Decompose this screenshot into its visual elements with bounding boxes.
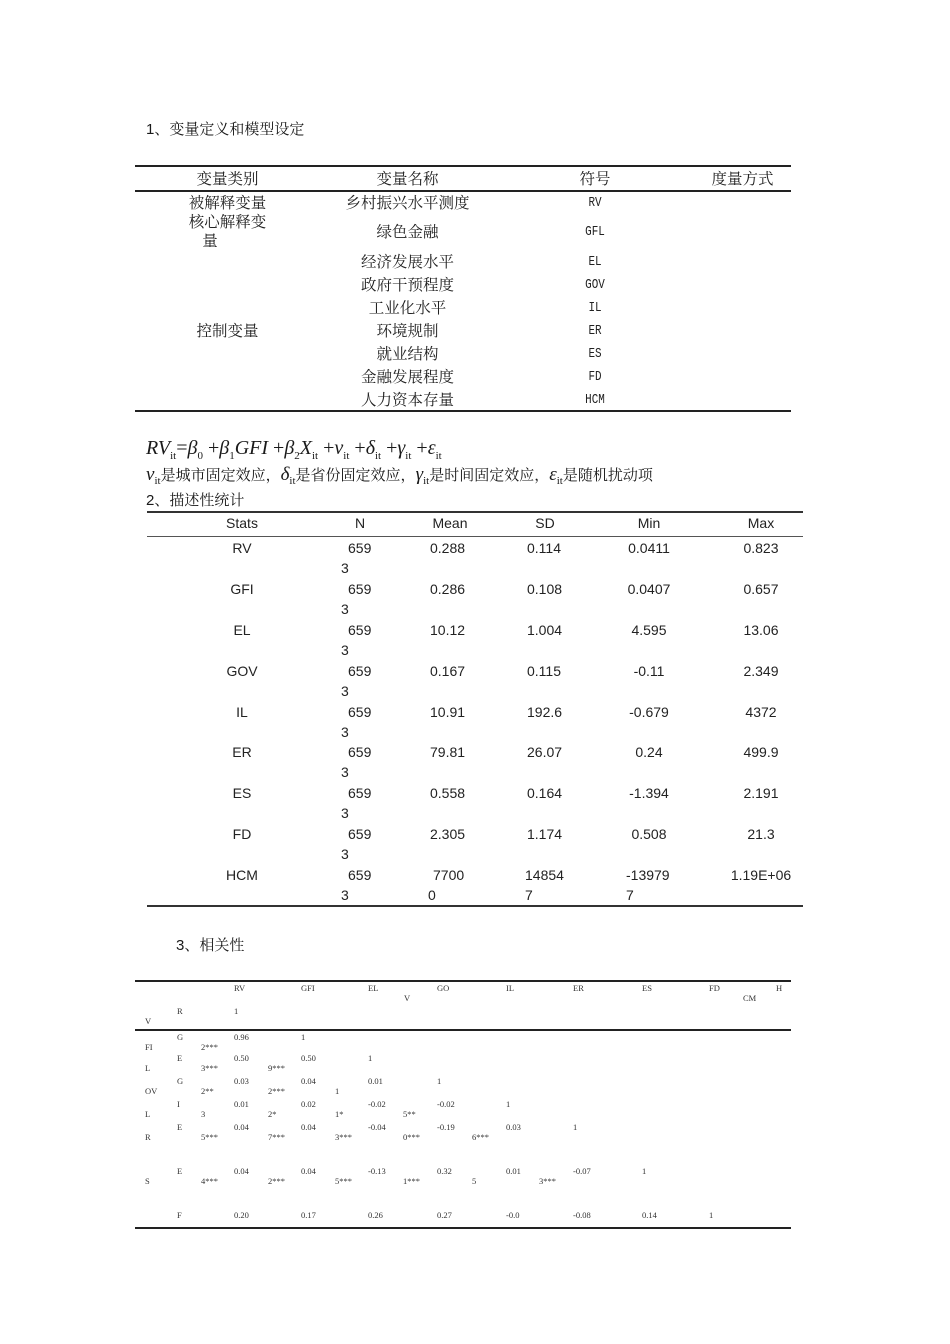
row-var: IL [236, 704, 248, 720]
var-symbol: FD [588, 369, 602, 385]
row-n-wrap: 3 [341, 560, 349, 576]
var-name: 环境规制 [376, 322, 439, 340]
row-label: F [177, 1210, 182, 1220]
plus: + [323, 437, 335, 459]
subscript: it [154, 475, 161, 487]
var-symbol: IL [588, 300, 602, 316]
section-2-heading: 2、描述性统计 [146, 492, 245, 509]
plus: + [207, 437, 220, 459]
section-1-heading: 1、变量定义和模型设定 [146, 121, 305, 138]
cell: 0.02 [301, 1099, 316, 1109]
plus: + [386, 437, 398, 459]
var-name: 金融发展程度 [360, 368, 454, 386]
row-var: ER [232, 744, 252, 760]
cell-wrap: 3*** [201, 1063, 218, 1073]
gamma-term: γ [397, 437, 406, 459]
header-category: 变量类别 [196, 170, 259, 188]
cell: 0.27 [437, 1210, 452, 1220]
row-mean: 2.305 [430, 826, 466, 842]
row-label: I [177, 1099, 180, 1109]
row-min: -0.11 [633, 663, 665, 679]
row-n-wrap: 3 [341, 846, 349, 862]
beta: β [284, 437, 295, 459]
cell: -0.0 [506, 1210, 520, 1220]
col-header-rv: RV [234, 983, 246, 993]
nu-symbol: ν [146, 464, 155, 485]
row-label-wrap: L [145, 1109, 151, 1119]
epsilon-symbol: ε [549, 464, 557, 485]
var-symbol: EL [588, 254, 602, 270]
cell-wrap: 5** [403, 1109, 416, 1119]
cell-wrap: 3*** [539, 1176, 556, 1186]
header-min: Min [637, 515, 661, 531]
cell: -0.07 [573, 1166, 591, 1176]
row-min: -13979 [626, 867, 670, 883]
table-bottom-rule [147, 905, 803, 907]
cell: -0.19 [437, 1122, 455, 1132]
header-measurement: 度量方式 [711, 170, 774, 188]
row-max: 0.657 [743, 581, 779, 597]
cell: 0.96 [234, 1032, 249, 1042]
row-label: R [177, 1006, 183, 1016]
section-3-heading: 3、相关性 [176, 937, 245, 954]
header-sd: SD [535, 515, 555, 531]
col-header-hcm: H [776, 983, 783, 993]
plus: + [273, 437, 285, 459]
gamma-note: 是时间固定效应， [429, 466, 550, 484]
header-stats: Stats [226, 515, 258, 531]
row-var: GOV [226, 663, 258, 679]
row-n-wrap: 3 [341, 805, 349, 821]
row-n-wrap: 3 [341, 887, 349, 903]
row-label-wrap: V [145, 1016, 152, 1026]
cell: 0.04 [301, 1076, 316, 1086]
cell: 0.04 [301, 1122, 316, 1132]
cell: 1 [234, 1006, 239, 1016]
cell: 1 [506, 1099, 511, 1109]
cell: 0.03 [506, 1122, 521, 1132]
row-n: 659 [348, 826, 372, 842]
cell-wrap: 2* [268, 1109, 277, 1119]
cell-wrap: 2** [201, 1086, 214, 1096]
header-n: N [354, 515, 366, 531]
var-name: 政府干预程度 [360, 276, 454, 294]
cell: 0.50 [234, 1053, 249, 1063]
row-n: 659 [348, 663, 372, 679]
row-min: -0.679 [629, 704, 669, 720]
subscript: it [343, 450, 350, 462]
delta-term: δ [365, 437, 375, 459]
table-bottom-rule [135, 1227, 791, 1229]
row-label: G [177, 1032, 184, 1042]
cell-wrap: 5*** [201, 1132, 218, 1142]
cell: 0.17 [301, 1210, 316, 1220]
cell: 1 [368, 1053, 373, 1063]
cell-wrap: 5*** [335, 1176, 352, 1186]
var-symbol: HCM [585, 392, 605, 408]
row-mean: 0.288 [430, 540, 466, 556]
row-label-wrap: OV [145, 1086, 158, 1096]
row-n-wrap: 3 [341, 601, 349, 617]
row-max: 499.9 [743, 744, 779, 760]
row-n: 659 [348, 622, 372, 638]
nu-term: ν [334, 437, 344, 459]
cell-wrap: 3 [201, 1109, 206, 1119]
cell: 0.04 [234, 1122, 249, 1132]
header-rule [135, 190, 791, 192]
row-n: 659 [348, 744, 372, 760]
subscript: 0 [197, 450, 203, 462]
regression-formula [146, 437, 442, 462]
col-header-er: ER [573, 983, 584, 993]
equals-sign: = [176, 437, 188, 459]
row-sd: 0.114 [527, 540, 561, 556]
formula-explanation [146, 464, 653, 487]
cell: -0.02 [368, 1099, 386, 1109]
table-top-rule [135, 165, 791, 167]
row-n: 659 [348, 785, 372, 801]
cell: -0.02 [437, 1099, 455, 1109]
row-sd-wrap: 7 [525, 887, 533, 903]
row-mean-wrap: 0 [428, 887, 436, 903]
row-sd: 192.6 [527, 704, 563, 720]
col-header-fd: FD [709, 983, 720, 993]
row-mean: 7700 [433, 867, 465, 883]
plus: + [416, 437, 428, 459]
header-mean: Mean [432, 515, 468, 531]
cell: 0.01 [234, 1099, 249, 1109]
row-label-wrap: S [145, 1176, 150, 1186]
subscript: it [289, 475, 296, 487]
subscript: it [435, 450, 442, 462]
cell: -0.13 [368, 1166, 386, 1176]
x-term: X [299, 437, 312, 459]
beta: β [219, 437, 230, 459]
cell-wrap: 2*** [201, 1042, 218, 1052]
cell-wrap: 9*** [268, 1063, 285, 1073]
var-name: 乡村振兴水平测度 [345, 194, 470, 212]
subscript: 1 [229, 450, 235, 462]
subscript: it [423, 475, 430, 487]
row-max: 21.3 [747, 826, 775, 842]
row-var: EL [233, 622, 251, 638]
subscript: it [312, 450, 319, 462]
header-rule [135, 1029, 791, 1031]
row-min: 0.0407 [627, 581, 671, 597]
var-symbol: ER [588, 323, 602, 339]
row-sd: 26.07 [527, 744, 563, 760]
row-var: HCM [226, 867, 258, 883]
row-max: 4372 [745, 704, 777, 720]
cell-wrap: 3*** [335, 1132, 352, 1142]
row-max: 2.191 [743, 785, 779, 801]
cell-wrap: 1* [335, 1109, 344, 1119]
cell: 0.32 [437, 1166, 452, 1176]
col-header-gov-wrap: V [404, 993, 411, 1003]
row-max: 0.823 [743, 540, 779, 556]
row-label: G [177, 1076, 184, 1086]
cell-wrap: 5 [472, 1176, 477, 1186]
cell: 0.04 [301, 1166, 316, 1176]
row-sd: 14854 [525, 867, 564, 883]
col-header-gfi: GFI [301, 983, 315, 993]
var-symbol: GOV [585, 277, 605, 293]
header-rule [147, 536, 803, 537]
row-max: 13.06 [743, 622, 779, 638]
cell-wrap: 0*** [403, 1132, 420, 1142]
subscript: it [556, 475, 563, 487]
subscript: it [170, 450, 177, 462]
row-min: -1.394 [629, 785, 669, 801]
epsilon-note: 是随机扰动项 [562, 466, 653, 484]
row-var: GFI [230, 581, 254, 597]
var-name: 人力资本存量 [360, 391, 454, 409]
cell-wrap: 2*** [268, 1176, 285, 1186]
cell: 0.04 [234, 1166, 249, 1176]
delta-note: 是省份固定效应， [295, 466, 416, 484]
row-min: 0.508 [631, 826, 667, 842]
col-header-el: EL [368, 983, 379, 993]
cell: 1 [301, 1032, 306, 1042]
cell-wrap: 1 [335, 1086, 340, 1096]
row-var: RV [232, 540, 252, 556]
row-sd: 1.174 [527, 826, 563, 842]
row-n: 659 [348, 704, 372, 720]
cell: 1 [437, 1076, 442, 1086]
row-n-wrap: 3 [341, 764, 349, 780]
category-dependent: 被解释变量 [188, 194, 267, 212]
row-min: 0.24 [635, 744, 663, 760]
col-header-hcm-wrap: CM [743, 993, 757, 1003]
row-min: 0.0411 [628, 540, 670, 556]
nu-note: 是城市固定效应， [160, 466, 281, 484]
cell: 0.14 [642, 1210, 657, 1220]
epsilon-term: ε [427, 437, 436, 459]
cell-wrap: 7*** [268, 1132, 285, 1142]
category-control: 控制变量 [196, 322, 259, 340]
cell: 1 [642, 1166, 647, 1176]
var-name: 就业结构 [376, 345, 439, 363]
subscript: it [375, 450, 382, 462]
row-label-wrap: L [145, 1063, 151, 1073]
col-header-gov: GO [437, 983, 450, 993]
gfi-term: GFI [234, 437, 269, 459]
row-sd: 0.115 [527, 663, 561, 679]
table-top-rule [135, 980, 791, 982]
cell: 0.01 [368, 1076, 383, 1086]
cell: -0.04 [368, 1122, 386, 1132]
row-max: 2.349 [743, 663, 779, 679]
row-min-wrap: 7 [626, 887, 634, 903]
row-n: 659 [348, 867, 372, 883]
row-n: 659 [348, 540, 372, 556]
header-max: Max [747, 515, 775, 531]
cell: 1 [709, 1210, 714, 1220]
row-mean: 0.286 [430, 581, 466, 597]
row-min: 4.595 [631, 622, 667, 638]
row-max: 1.19E+06 [730, 867, 792, 883]
category-core-line1: 核心解释变 [188, 213, 267, 231]
row-label-wrap: FI [145, 1042, 153, 1052]
delta-symbol: δ [280, 464, 290, 485]
row-mean: 10.91 [430, 704, 466, 720]
cell-wrap: 4*** [201, 1176, 218, 1186]
cell-wrap: 6*** [472, 1132, 489, 1142]
row-var: ES [232, 785, 252, 801]
row-n-wrap: 3 [341, 683, 349, 699]
table-bottom-rule [135, 410, 791, 412]
var-symbol: ES [588, 346, 602, 362]
cell: 0.03 [234, 1076, 249, 1086]
cell: 0.01 [506, 1166, 521, 1176]
col-header-il: IL [506, 983, 515, 993]
cell-wrap: 2*** [268, 1086, 285, 1096]
row-sd: 0.164 [527, 785, 563, 801]
plus: + [354, 437, 366, 459]
row-n: 659 [348, 581, 372, 597]
row-mean: 79.81 [430, 744, 466, 760]
beta: β [187, 437, 198, 459]
var-name: 工业化水平 [368, 299, 447, 317]
col-header-es: ES [642, 983, 652, 993]
row-mean: 0.167 [430, 663, 466, 679]
category-core-line2: 量 [202, 232, 218, 250]
gamma-symbol: γ [415, 464, 424, 485]
row-label: E [177, 1122, 183, 1132]
row-mean: 10.12 [430, 622, 466, 638]
row-sd: 0.108 [527, 581, 563, 597]
formula-lhs: RV [146, 437, 171, 459]
row-mean: 0.558 [430, 785, 466, 801]
cell: 1 [573, 1122, 578, 1132]
subscript: it [405, 450, 412, 462]
row-n-wrap: 3 [341, 724, 349, 740]
cell-wrap: 1*** [403, 1176, 420, 1186]
var-name: 经济发展水平 [360, 253, 454, 271]
cell: 0.26 [368, 1210, 383, 1220]
var-symbol: GFL [585, 224, 605, 240]
cell: 0.20 [234, 1210, 249, 1220]
subscript: 2 [294, 450, 300, 462]
cell: 0.50 [301, 1053, 316, 1063]
header-symbol: 符号 [579, 170, 611, 188]
row-label: E [177, 1166, 183, 1176]
cell: -0.08 [573, 1210, 591, 1220]
row-var: FD [232, 826, 252, 842]
var-name: 绿色金融 [376, 223, 439, 241]
row-label-wrap: R [145, 1132, 151, 1142]
header-name: 变量名称 [376, 170, 439, 188]
row-sd: 1.004 [527, 622, 563, 638]
var-symbol: RV [588, 195, 602, 211]
row-label: E [177, 1053, 183, 1063]
row-n-wrap: 3 [341, 642, 349, 658]
